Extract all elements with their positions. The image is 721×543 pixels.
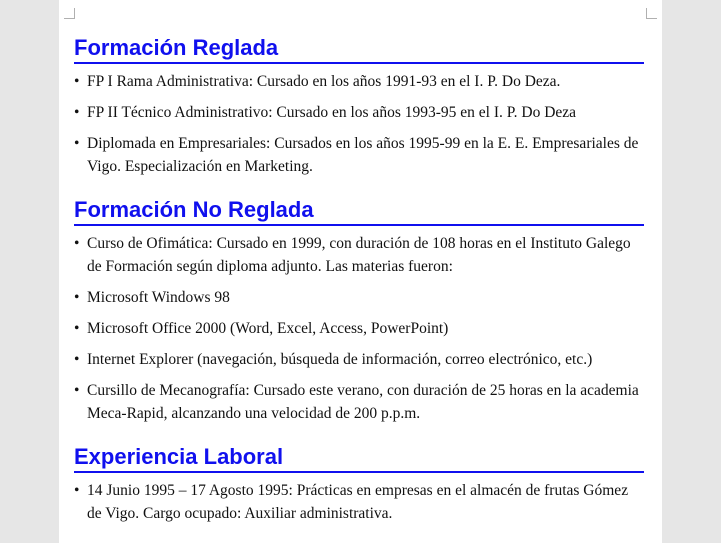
list-item-text: Curso de Ofimática: Cursado en 1999, con duración de 108 horas en el Instituto Galego de Formación según diploma adjunto. Las materias fueron:: [87, 235, 631, 275]
list-item: [74, 286, 644, 309]
list-item-text: Microsoft Office 2000 (Word, Excel, Access, PowerPoint): [87, 320, 449, 337]
bullet-icon: •: [74, 135, 80, 152]
section-heading: Formación Reglada: [74, 34, 644, 64]
list-item: [74, 232, 644, 278]
list-item-text: FP II Técnico Administrativo: Cursado en los años 1993-95 en el I. P. Do Deza: [87, 104, 577, 121]
list-item-text: Internet Explorer (navegación, búsqueda de información, correo electrónico, etc.): [87, 351, 593, 368]
list-item-text: FP I Rama Administrativa: Cursado en los años 1991-93 en el I. P. Do Deza.: [87, 73, 561, 90]
bullet-icon: •: [74, 289, 80, 306]
list-item-text: 14 Junio 1995 – 17 Agosto 1995: Prácticas en empresas en el almacén de frutas Gómez de Vigo. Cargo ocupado: Auxiliar administrativa.: [87, 482, 629, 522]
list-item-text: Microsoft Windows 98: [87, 289, 230, 306]
bullet-icon: •: [74, 320, 80, 337]
section-formacion-no-reglada: [74, 196, 644, 425]
list-item-text: Cursillo de Mecanografía: Cursado este verano, con duración de 25 horas en la academia Meca-Rapid, alcanzando una velocidad de 200 p.p.m.: [87, 382, 639, 422]
list-item-text: Diplomada en Empresariales: Cursados en los años 1995-99 en la E. E. Empresariales de Vigo. Especialización en Marketing.: [87, 135, 639, 175]
section-heading: Experiencia Laboral: [74, 443, 644, 473]
section-heading: Formación No Reglada: [74, 196, 644, 226]
bullet-list: [74, 479, 644, 525]
list-item: [74, 379, 644, 425]
bullet-list: [74, 70, 644, 178]
list-item: [74, 317, 644, 340]
list-item: [74, 132, 644, 178]
crop-mark-top-right: [646, 8, 657, 19]
list-item: [74, 70, 644, 93]
bullet-icon: •: [74, 104, 80, 121]
document-page: [59, 0, 662, 543]
section-formacion-reglada: [74, 34, 644, 178]
bullet-icon: •: [74, 235, 80, 252]
list-item: [74, 479, 644, 525]
crop-mark-top-left: [64, 8, 75, 19]
bullet-icon: •: [74, 482, 80, 499]
bullet-list: [74, 232, 644, 425]
bullet-icon: •: [74, 382, 80, 399]
bullet-icon: •: [74, 73, 80, 90]
list-item: [74, 101, 644, 124]
list-item: [74, 348, 644, 371]
document-content: [74, 34, 644, 543]
section-experiencia-laboral: [74, 443, 644, 525]
bullet-icon: •: [74, 351, 80, 368]
